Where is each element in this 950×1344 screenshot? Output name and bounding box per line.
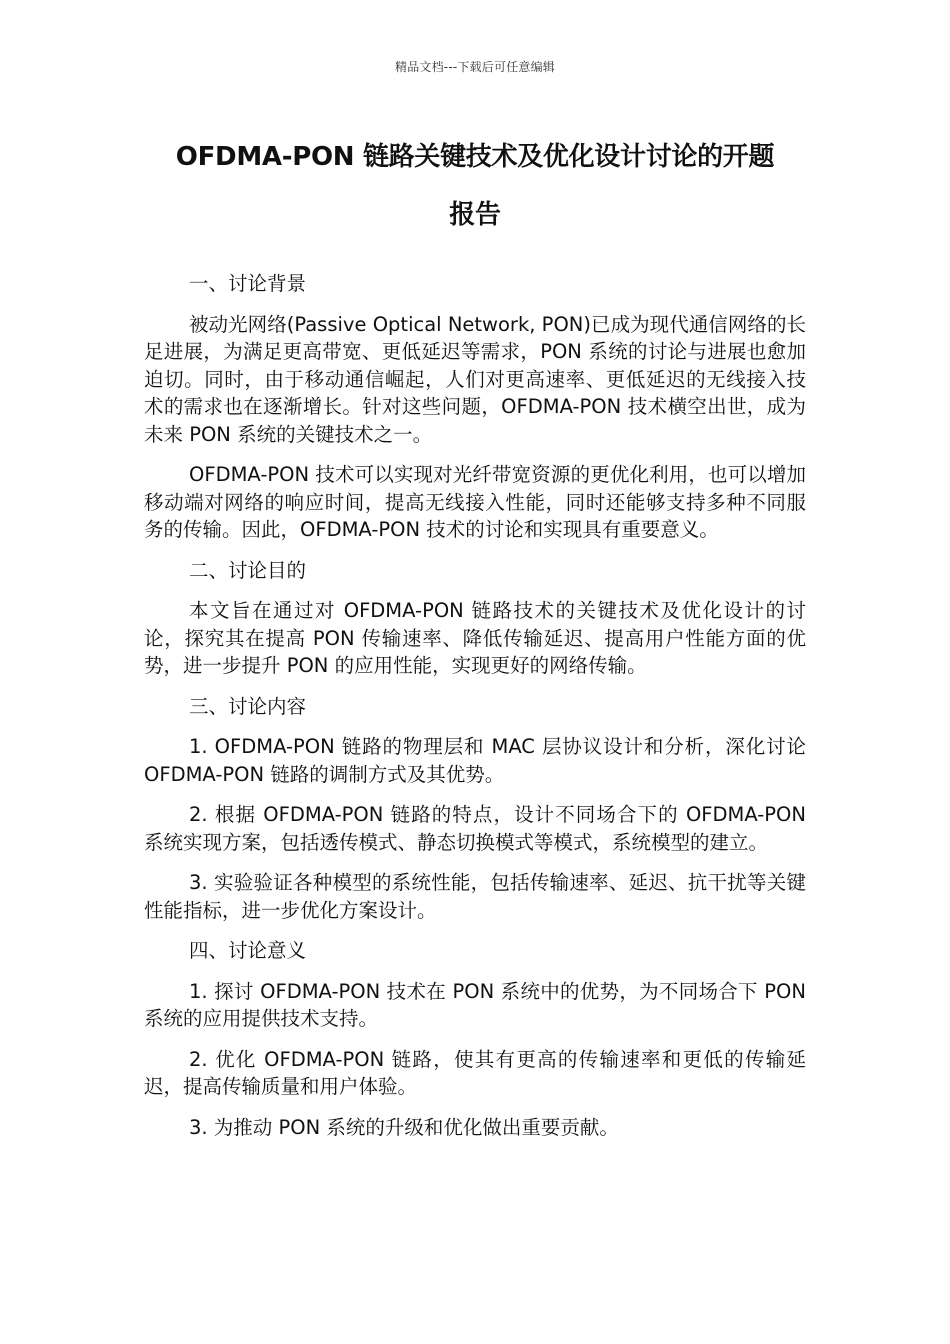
content-item-3: 3. 实验验证各种模型的系统性能，包括传输速率、延迟、抗干扰等关键性能指标，进一步优化方案设计。	[144, 871, 806, 922]
significance-item-1: 1. 探讨 OFDMA-PON 技术在 PON 系统中的优势，为不同场合下 PON 系统的应用提供技术支持。	[144, 979, 806, 1030]
paragraph-background-2: OFDMA-PON 技术可以实现对光纤带宽资源的更优化利用，也可以增加移动端对网络的响应时间，提高无线接入性能，同时还能够支持多种不同服务的传输。因此，OFDMA-PON 技术的讨论和实现具有重要意义。	[144, 463, 806, 541]
significance-item-3: 3. 为推动 PON 系统的升级和优化做出重要贡献。	[189, 1115, 619, 1139]
significance-item-2: 2. 优化 OFDMA-PON 链路，使其有更高的传输速率和更低的传输延迟，提高传输质量和用户体验。	[144, 1047, 806, 1098]
header-note: 精品文档---下载后可任意编辑	[395, 60, 555, 74]
content-item-1: 1. OFDMA-PON 链路的物理层和 MAC 层协议设计和分析，深化讨论 OFDMA-PON 链路的调制方式及其优势。	[144, 735, 806, 786]
section-heading-purpose: 二、讨论目的	[189, 558, 307, 582]
content-item-2: 2. 根据 OFDMA-PON 链路的特点，设计不同场合下的 OFDMA-PON 系统实现方案，包括透传模式、静态切换模式等模式，系统模型的建立。	[144, 803, 806, 854]
section-heading-content: 三、讨论内容	[189, 694, 307, 718]
section-heading-significance: 四、讨论意义	[189, 939, 307, 962]
section-heading-background: 一、讨论背景	[189, 272, 307, 295]
title-line-1: OFDMA-PON 链路关键技术及优化设计讨论的开题	[175, 142, 775, 172]
document-body	[144, 270, 806, 1154]
title-line-2: 报告	[449, 200, 501, 230]
document-title	[140, 128, 810, 244]
paragraph-background-1: 被动光网络(Passive Optical Network, PON)已成为现代通信网络的长足进展，为满足更高带宽、更低延迟等需求，PON 系统的讨论与进展也愈加迫切。同时，由于移动通信崛起，人们对更高速率、更低延迟的无线接入技术的需求也在逐渐增长。针对这些问题，OFDMA-PON 技术横空出世，成为未来 PON 系统的关键技术之一。	[144, 312, 806, 446]
paragraph-purpose: 本文旨在通过对 OFDMA-PON 链路技术的关键技术及优化设计的讨论，探究其在提高 PON 传输速率、降低传输延迟、提高用户性能方面的优势，进一步提升 PON 的应用性能，实现更好的网络传输。	[144, 599, 806, 677]
